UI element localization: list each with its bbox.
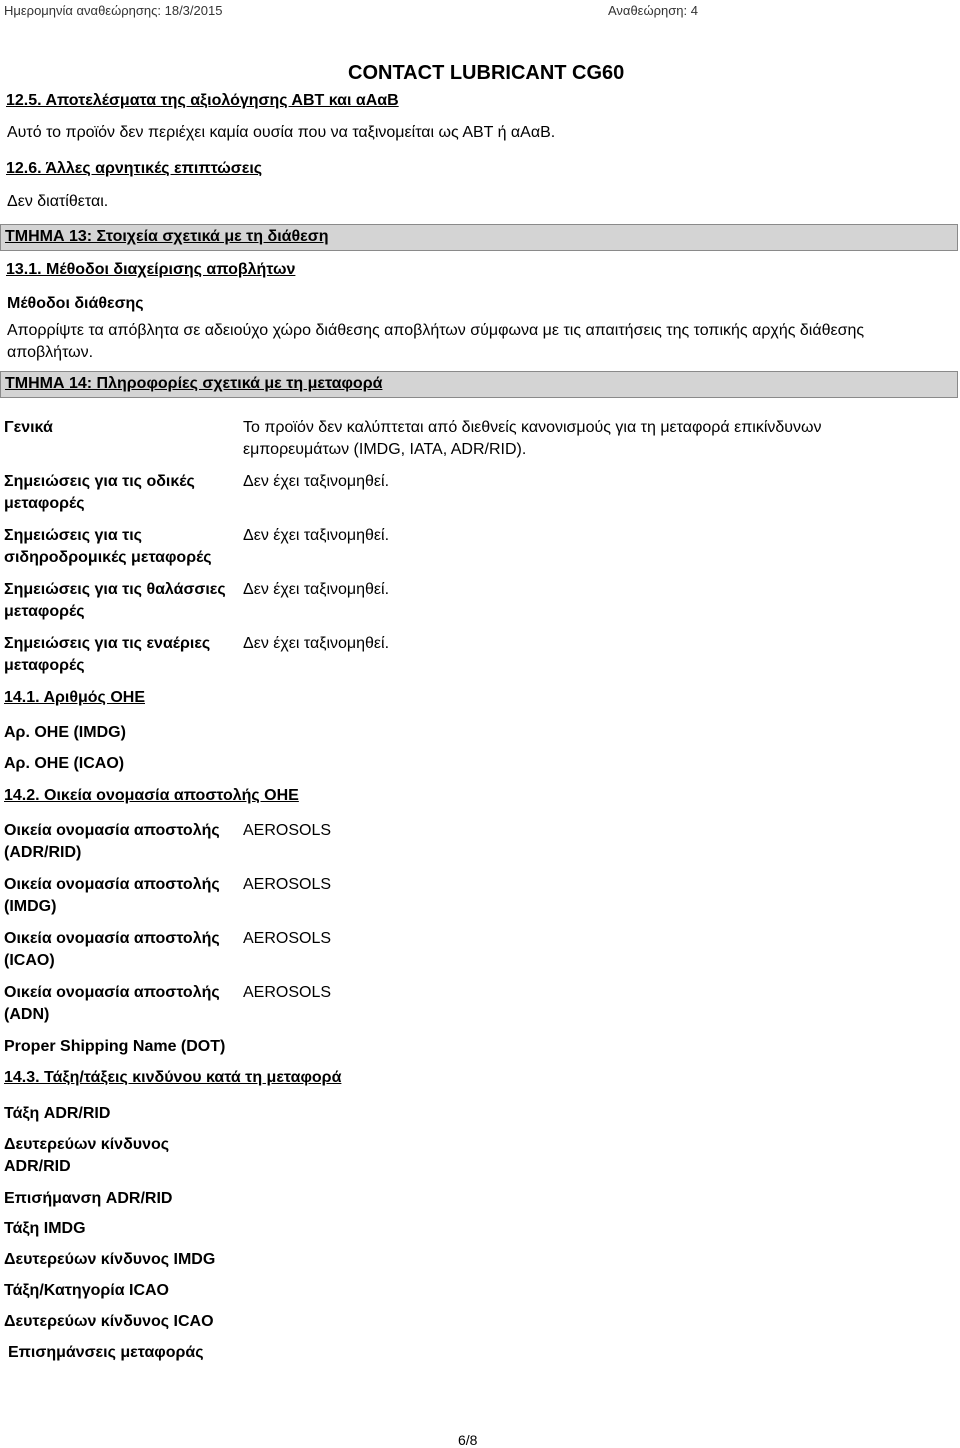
subsidiary-risk-imdg-label: Δευτερεύων κίνδυνος IMDG [4,1251,216,1268]
shipping-name-dot-label: Proper Shipping Name (DOT) [4,1038,226,1055]
subsection-14-1-title: 14.1. Αριθμός ΟΗΕ [4,689,145,706]
general-label: Γενικά [4,419,53,436]
subsidiary-risk-icao-label: Δευτερεύων κίνδυνος ICAO [4,1313,214,1330]
rail-transport-label: Σημειώσεις για τις σιδηροδρομικές μεταφορές [4,527,212,566]
subsection-12-5-title: 12.5. Αποτελέσματα της αξιολόγησης ΑΒΤ και αΑαΒ [6,92,399,109]
shipping-name-icao-value: AEROSOLS [243,930,332,947]
subsection-12-6-text: Δεν διατίθεται. [7,193,109,210]
shipping-name-adn-value: AEROSOLS [243,984,332,1001]
revision-date: Ημερομηνία αναθεώρησης: 18/3/2015 [4,3,223,18]
sea-transport-value: Δεν έχει ταξινομηθεί. [243,581,390,598]
air-transport-value: Δεν έχει ταξινομηθεί. [243,635,390,652]
shipping-name-adr-value: AEROSOLS [243,822,332,839]
general-value: Το προϊόν δεν καλύπτεται από διεθνείς κανονισμούς για τη μεταφορά επικίνδυνων εμπορευμάτων (IMDG, IATA, ADR/RID). [243,419,822,458]
class-adr-rid-label: Τάξη ADR/RID [4,1105,111,1122]
class-icao-label: Τάξη/Κατηγορία ICAO [4,1282,169,1299]
un-number-icao-label: Αρ. ΟΗΕ (ICAO) [4,755,125,772]
label-adr-rid-label: Επισήμανση ADR/RID [4,1190,173,1207]
product-name: CONTACT LUBRICANT CG60 [348,62,625,84]
section-14-bar [0,371,958,398]
subsection-12-5-text: Αυτό το προϊόν δεν περιέχει καμία ουσία που να ταξινομείται ως ΑΒΤ ή αΑαΒ. [7,124,556,141]
subsection-13-1-title: 13.1. Μέθοδοι διαχείρισης αποβλήτων [6,261,296,278]
subsection-14-3-title: 14.3. Τάξη/τάξεις κινδύνου κατά τη μεταφορά [4,1069,342,1086]
road-transport-value: Δεν έχει ταξινομηθεί. [243,473,390,490]
un-number-imdg-label: Αρ. ΟΗΕ (IMDG) [4,724,126,741]
shipping-name-adn-label: Οικεία ονομασία αποστολής (ADN) [4,984,220,1023]
section-13-title: ΤΜΗΜΑ 13: Στοιχεία σχετικά με τη διάθεση [5,228,329,245]
shipping-name-imdg-value: AEROSOLS [243,876,332,893]
rail-transport-value: Δεν έχει ταξινομηθεί. [243,527,390,544]
shipping-name-adr-label: Οικεία ονομασία αποστολής (ADR/RID) [4,822,220,861]
subsidiary-risk-adr-rid-label: Δευτερεύων κίνδυνος ADR/RID [4,1136,170,1175]
shipping-name-imdg-label: Οικεία ονομασία αποστολής (IMDG) [4,876,220,915]
page-number: 6/8 [458,1432,478,1448]
section-13-bar [0,224,958,251]
road-transport-label: Σημειώσεις για τις οδικές μεταφορές [4,473,195,512]
disposal-methods-label: Μέθοδοι διάθεσης [7,295,144,312]
class-imdg-label: Τάξη IMDG [4,1220,86,1237]
subsection-12-6-title: 12.6. Άλλες αρνητικές επιπτώσεις [6,160,263,177]
transport-labels-label: Επισημάνσεις μεταφοράς [8,1344,204,1361]
sea-transport-label: Σημειώσεις για τις θαλάσσιες μεταφορές [4,581,226,620]
disposal-methods-text: Απορρίψτε τα απόβλητα σε αδειούχο χώρο διάθεσης αποβλήτων σύμφωνα με τις απαιτήσεις της τοπικής αρχής διάθεσης αποβλήτων. [7,322,865,361]
air-transport-label: Σημειώσεις για τις εναέριες μεταφορές [4,635,211,674]
section-14-title: ΤΜΗΜΑ 14: Πληροφορίες σχετικά με τη μεταφορά [5,375,383,392]
subsection-14-2-title: 14.2. Οικεία ονομασία αποστολής ΟΗΕ [4,787,299,804]
shipping-name-icao-label: Οικεία ονομασία αποστολής (ICAO) [4,930,220,969]
revision-number: Αναθεώρηση: 4 [608,3,698,18]
